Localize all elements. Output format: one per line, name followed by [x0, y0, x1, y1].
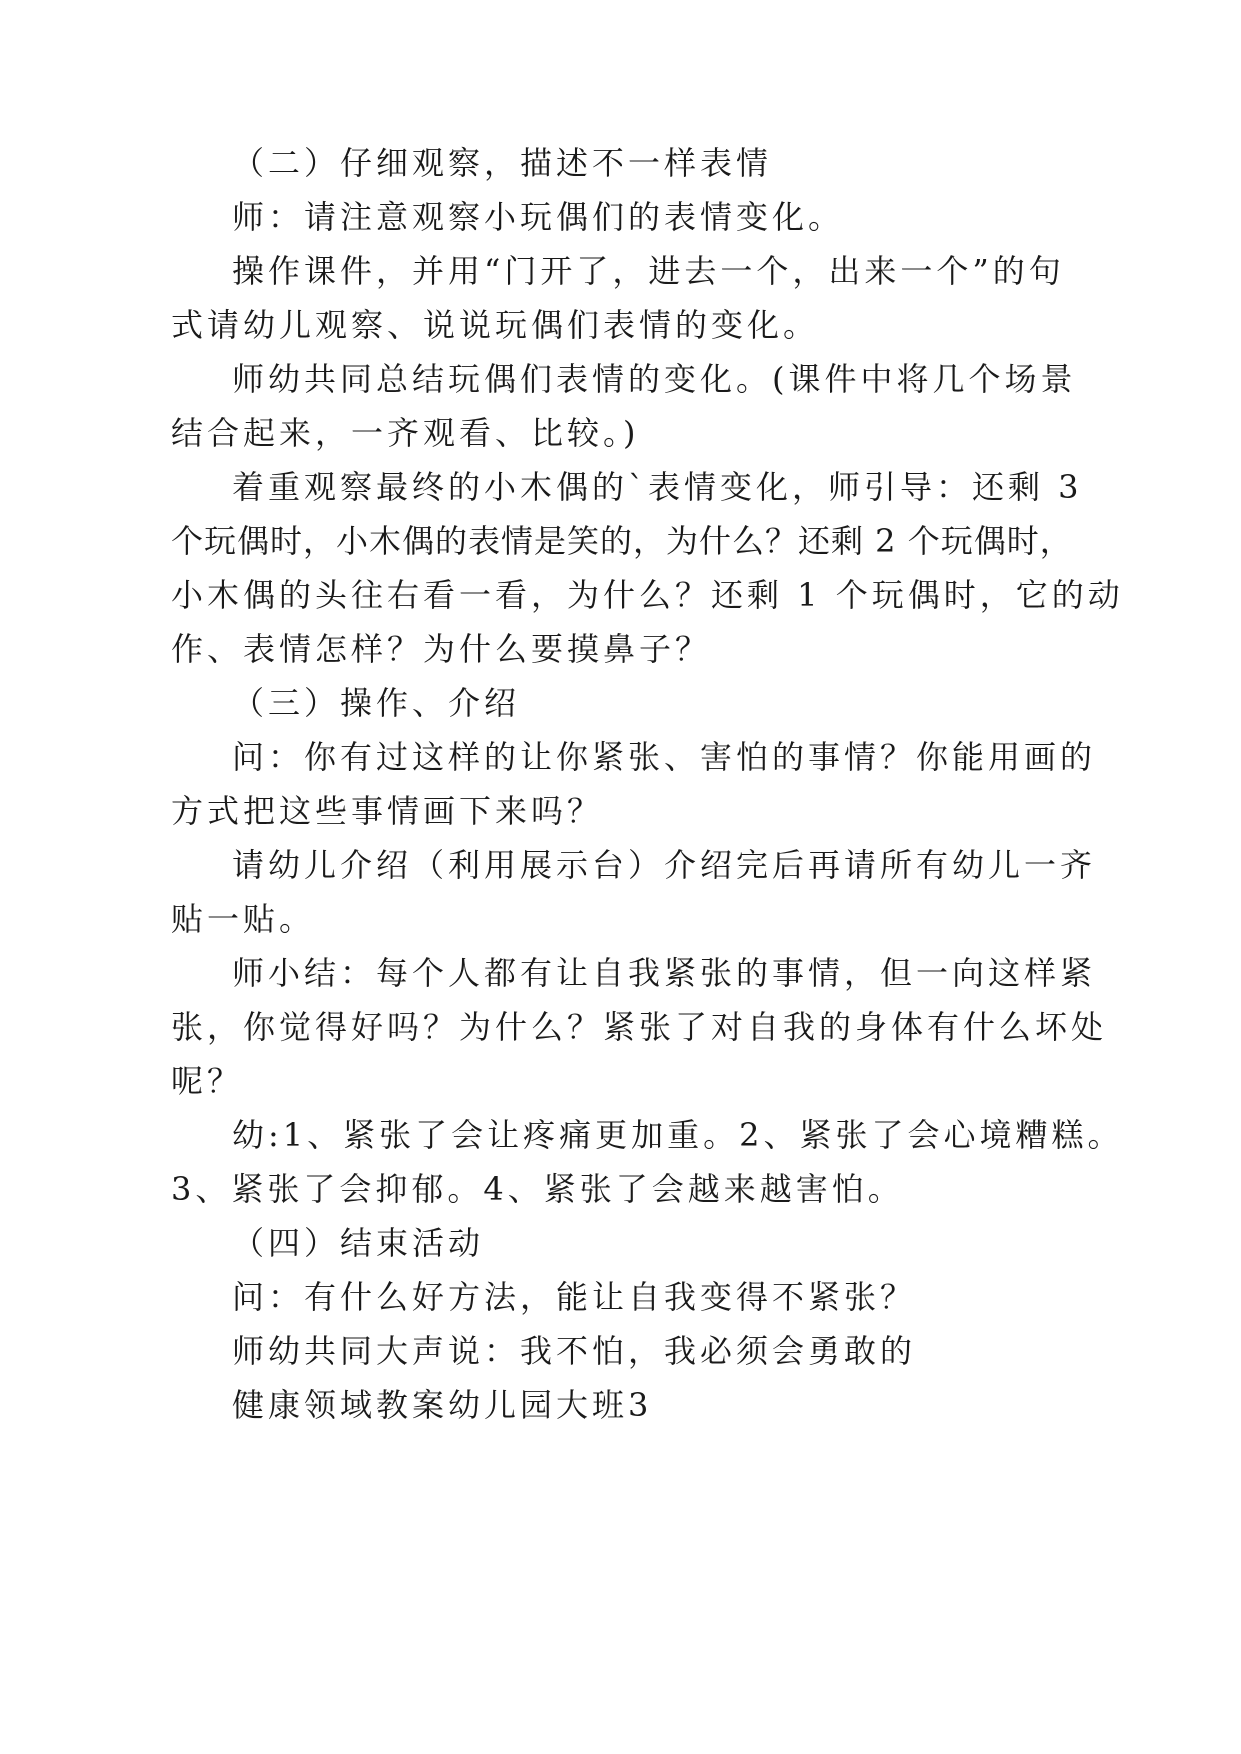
section-heading-4: （四）结束活动	[232, 1224, 485, 1262]
paragraph-line: 师幼共同总结玩偶们表情的变化。(课件中将几个场景	[232, 360, 1077, 398]
section-heading-2: （二）仔细观察，描述不一样表情	[232, 144, 773, 182]
paragraph-line: 问：有什么好方法，能让自我变得不紧张？	[232, 1278, 917, 1316]
paragraph-line: 小木偶的头往右看一看，为什么？还剩 1 个玩偶时，它的动	[171, 576, 1124, 614]
paragraph-line: 方式把这些事情画下来吗？	[171, 792, 604, 830]
paragraph-line: 式请幼儿观察、说说玩偶们表情的变化。	[171, 306, 820, 344]
paragraph-line: 作、表情怎样？为什么要摸鼻子？	[171, 630, 712, 668]
paragraph-line: 着重观察最终的小木偶的`表情变化，师引导：还剩 3	[232, 468, 1083, 506]
paragraph-line: 张，你觉得好吗？为什么？紧张了对自我的身体有什么坏处	[171, 1008, 1108, 1046]
paragraph-line: 问：你有过这样的让你紧张、害怕的事情？你能用画的	[232, 738, 1097, 776]
document-title-line: 健康领域教案幼儿园大班3	[232, 1386, 653, 1424]
paragraph-line: 请幼儿介绍（利用展示台）介绍完后再请所有幼儿一齐	[232, 846, 1097, 884]
paragraph-line: 呢？	[171, 1062, 244, 1100]
paragraph-line: 个玩偶时，小木偶的表情是笑的，为什么？还剩 2 个玩偶时，	[171, 522, 1073, 560]
paragraph-line: 3、紧张了会抑郁。4、紧张了会越来越害怕。	[171, 1170, 904, 1208]
paragraph-line: 师小结：每个人都有让自我紧张的事情，但一向这样紧	[232, 954, 1097, 992]
section-heading-3: （三）操作、介绍	[232, 684, 521, 722]
paragraph-line: 师幼共同大声说：我不怕，我必须会勇敢的	[232, 1332, 917, 1370]
paragraph-line: 师：请注意观察小玩偶们的表情变化。	[232, 198, 845, 236]
paragraph-line: 操作课件，并用“门开了，进去一个，出来一个”的句	[232, 252, 1065, 290]
paragraph-line: 贴一贴。	[171, 900, 316, 938]
paragraph-line: 幼:1、紧张了会让疼痛更加重。2、紧张了会心境糟糕。	[232, 1116, 1124, 1154]
paragraph-line: 结合起来，一齐观看、比较。)	[171, 414, 640, 452]
